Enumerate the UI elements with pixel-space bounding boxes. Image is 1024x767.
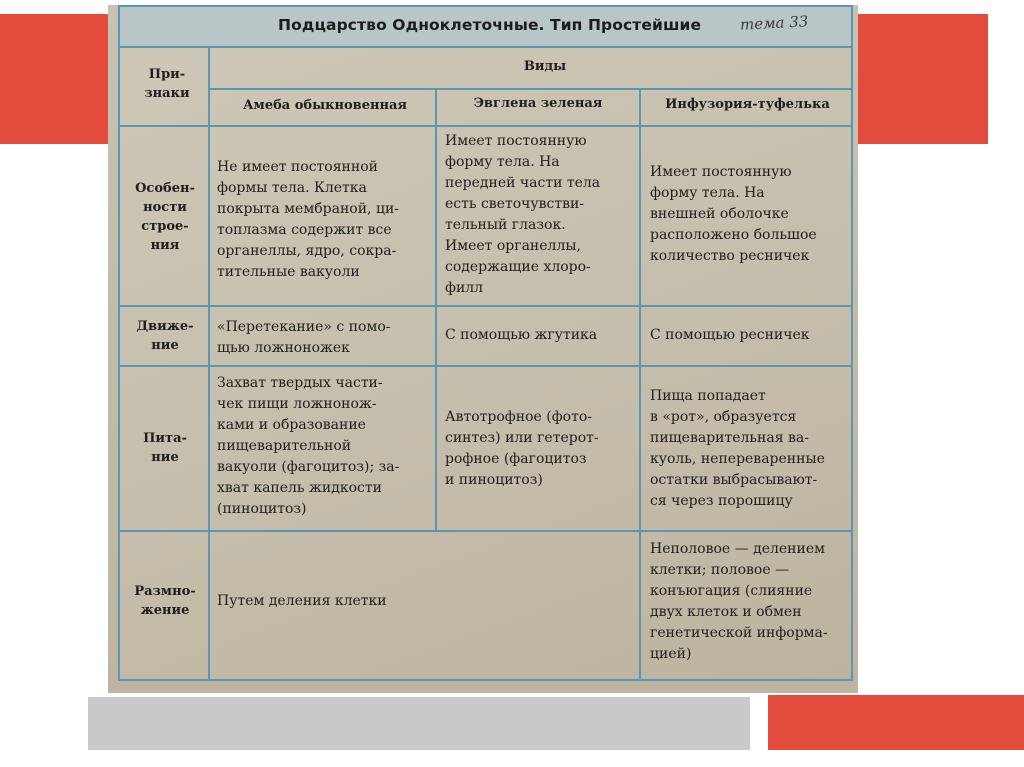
- row-label-nutrition: Пита- ние: [143, 431, 187, 465]
- grid-line: [120, 305, 851, 307]
- grid-line: [435, 89, 437, 532]
- header-euglena: Эвглена зеленая: [473, 96, 603, 111]
- handwritten-note: тема 33: [739, 12, 809, 34]
- table: [118, 5, 853, 681]
- decor-gray-bottom: [88, 697, 750, 750]
- cell-euglena-movement: С помощью жгутика: [445, 327, 598, 343]
- cell-amoeba-reproduction: Путем деления клетки: [217, 593, 387, 609]
- grid-line: [120, 530, 851, 532]
- header-paramecium: Инфузория-туфелька: [665, 97, 830, 112]
- cell-amoeba-nutrition: Захват твердых части- чек пищи ложнонож- ками и образование пищеварительной вакуоли (фагоцитоз); за- хват капель жидкости (пиноцитоз): [217, 375, 400, 517]
- cell-paramecium-nutrition: Пища попадает в «рот», образуется пищеварительная ва- куоль, непереваренные остатки выбрасывают- ся через порошицу: [650, 388, 825, 509]
- cell-euglena-structure: Имеет постоянную форму тела. На передней части тела есть светочувстви- тельный глазок. Имеет органеллы, содержащие хлоро- филл: [445, 133, 601, 296]
- cell-paramecium-structure: Имеет постоянную форму тела. На внешней оболочке расположено большое количество ресничек: [650, 164, 817, 264]
- cell-paramecium-movement: С помощью ресничек: [650, 327, 810, 343]
- textbook-photo: [108, 5, 858, 693]
- header-features: При- знаки: [144, 67, 190, 101]
- cell-amoeba-movement: «Перетекание» с помо- щью ложноножек: [217, 319, 391, 356]
- grid-line: [120, 125, 851, 127]
- cell-paramecium-reproduction: Неполовое — делением клетки; половое — конъюгация (слияние двух клеток и обмен генетической информа- цией): [650, 541, 828, 662]
- row-label-reproduction: Размно- жение: [134, 584, 196, 618]
- decor-red-bottom: [768, 695, 1024, 750]
- decor-red-right: [855, 14, 988, 144]
- header-species-group: Виды: [523, 59, 567, 74]
- row-label-structure: Особен- ности строе- ния: [135, 181, 195, 253]
- grid-line: [120, 365, 851, 367]
- cell-euglena-nutrition: Автотрофное (фото- синтез) или гетерот- рофное (фагоцитоз и пиноцитоз): [445, 409, 599, 488]
- grid-line: [639, 89, 641, 681]
- header-amoeba: Амеба обыкновенная: [242, 98, 408, 113]
- grid-line: [210, 88, 851, 90]
- table-title-bar: [120, 7, 851, 48]
- cell-amoeba-structure: Не имеет постоянной формы тела. Клетка покрыта мембраной, ци- топлазма содержит все органеллы, ядро, сокра- тительные вакуоли: [217, 159, 400, 280]
- row-label-movement: Движе- ние: [136, 319, 194, 353]
- decor-red-left: [0, 14, 110, 144]
- table-title: Подцарство Одноклеточные. Тип Простейшие: [278, 16, 702, 34]
